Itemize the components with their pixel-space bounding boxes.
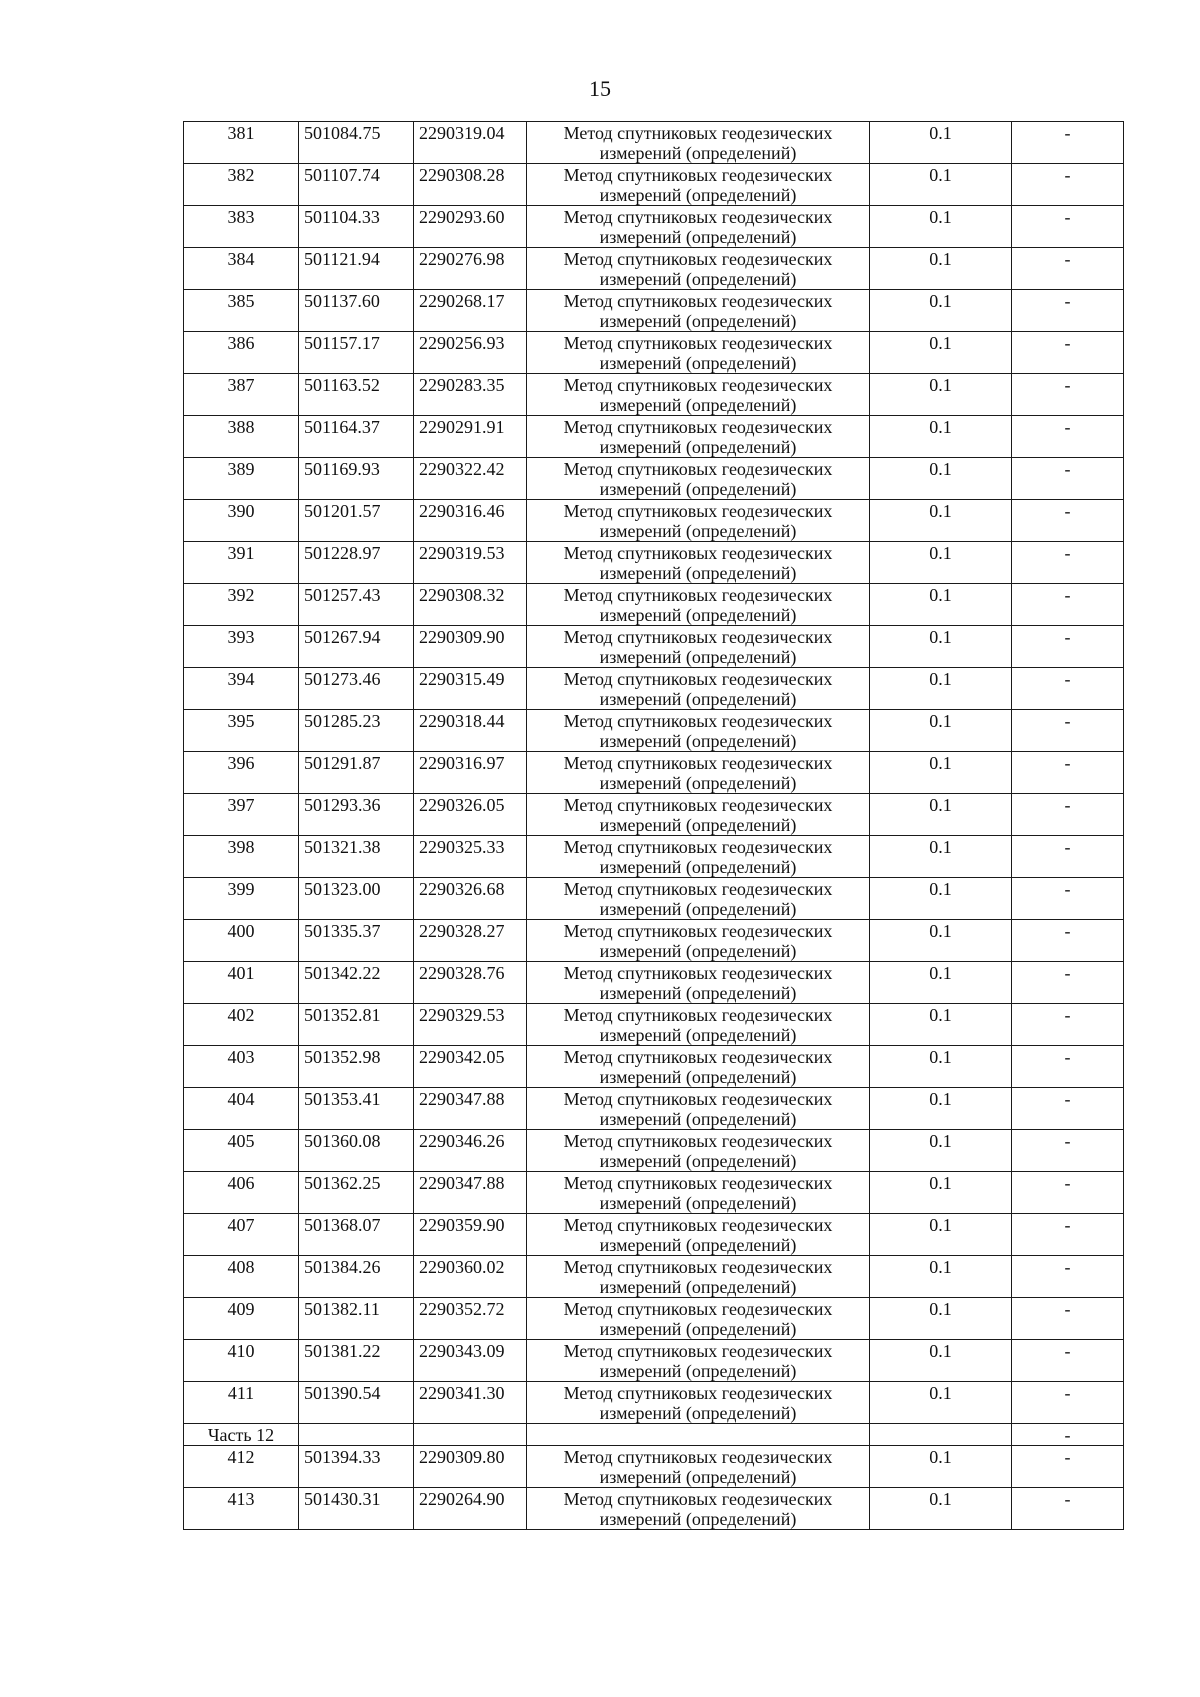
y-coordinate-cell: 2290347.88 (414, 1088, 527, 1130)
table-row (184, 122, 1124, 164)
x-coordinate-cell: 501169.93 (299, 458, 414, 500)
table-row (184, 710, 1124, 752)
point-number-cell: 408 (184, 1256, 299, 1298)
y-coordinate-cell: 2290325.33 (414, 836, 527, 878)
method-cell: Метод спутниковых геодезических измерений (определений) (527, 206, 870, 248)
description-cell: - (1012, 416, 1124, 458)
method-cell: Метод спутниковых геодезических измерений (определений) (527, 1088, 870, 1130)
description-cell: - (1012, 836, 1124, 878)
y-coordinate-cell: 2290318.44 (414, 710, 527, 752)
y-coordinate-cell: 2290346.26 (414, 1130, 527, 1172)
method-cell: Метод спутниковых геодезических измерений (определений) (527, 1446, 870, 1488)
table-row (184, 1488, 1124, 1530)
table-row (184, 794, 1124, 836)
table-row (184, 416, 1124, 458)
y-coordinate-cell: 2290268.17 (414, 290, 527, 332)
accuracy-cell: 0.1 (870, 332, 1012, 374)
method-cell: Метод спутниковых геодезических измерений (определений) (527, 878, 870, 920)
description-cell: - (1012, 164, 1124, 206)
accuracy-cell: 0.1 (870, 668, 1012, 710)
x-coordinate-cell: 501084.75 (299, 122, 414, 164)
y-coordinate-cell: 2290319.53 (414, 542, 527, 584)
description-cell: - (1012, 626, 1124, 668)
table-row (184, 1004, 1124, 1046)
table-row (184, 1088, 1124, 1130)
accuracy-cell: 0.1 (870, 1382, 1012, 1424)
method-cell: Метод спутниковых геодезических измерений (определений) (527, 416, 870, 458)
description-cell: - (1012, 584, 1124, 626)
description-cell: - (1012, 1172, 1124, 1214)
accuracy-cell: 0.1 (870, 752, 1012, 794)
coordinates-table-body (184, 122, 1124, 1530)
x-coordinate-cell: 501267.94 (299, 626, 414, 668)
y-coordinate-cell: 2290326.05 (414, 794, 527, 836)
y-coordinate-cell: 2290319.04 (414, 122, 527, 164)
accuracy-cell: 0.1 (870, 794, 1012, 836)
description-cell: - (1012, 1004, 1124, 1046)
y-coordinate-cell: 2290308.32 (414, 584, 527, 626)
x-coordinate-cell: 501201.57 (299, 500, 414, 542)
x-coordinate-cell: 501342.22 (299, 962, 414, 1004)
x-coordinate-cell: 501353.41 (299, 1088, 414, 1130)
table-row (184, 920, 1124, 962)
point-number-cell: 409 (184, 1298, 299, 1340)
x-coordinate-cell: 501335.37 (299, 920, 414, 962)
x-coordinate-cell: 501394.33 (299, 1446, 414, 1488)
point-number-cell: 393 (184, 626, 299, 668)
point-number-cell: 404 (184, 1088, 299, 1130)
y-coordinate-cell: 2290359.90 (414, 1214, 527, 1256)
x-coordinate-cell: 501228.97 (299, 542, 414, 584)
point-number-cell: 389 (184, 458, 299, 500)
y-coordinate-cell: 2290308.28 (414, 164, 527, 206)
description-cell: - (1012, 752, 1124, 794)
point-number-cell: 395 (184, 710, 299, 752)
method-cell: Метод спутниковых геодезических измерений (определений) (527, 290, 870, 332)
x-coordinate-cell: 501121.94 (299, 248, 414, 290)
description-cell: - (1012, 710, 1124, 752)
description-cell: - (1012, 1446, 1124, 1488)
description-cell: - (1012, 1214, 1124, 1256)
y-coordinate-cell: 2290316.97 (414, 752, 527, 794)
method-cell: Метод спутниковых геодезических измерений (определений) (527, 1214, 870, 1256)
description-cell: - (1012, 962, 1124, 1004)
method-cell: Метод спутниковых геодезических измерений (определений) (527, 458, 870, 500)
point-number-cell: 410 (184, 1340, 299, 1382)
y-coordinate-cell: 2290328.27 (414, 920, 527, 962)
description-cell: - (1012, 122, 1124, 164)
table-row (184, 1446, 1124, 1488)
table-row (184, 1256, 1124, 1298)
point-number-cell: 388 (184, 416, 299, 458)
x-coordinate-cell: 501293.36 (299, 794, 414, 836)
table-row (184, 962, 1124, 1004)
point-number-cell: 397 (184, 794, 299, 836)
y-coordinate-cell: 2290329.53 (414, 1004, 527, 1046)
table-row (184, 458, 1124, 500)
accuracy-cell: 0.1 (870, 1340, 1012, 1382)
y-coordinate-cell: 2290309.90 (414, 626, 527, 668)
point-number-cell: 391 (184, 542, 299, 584)
y-coordinate-cell: 2290291.91 (414, 416, 527, 458)
point-number-cell: 402 (184, 1004, 299, 1046)
description-cell: - (1012, 1046, 1124, 1088)
accuracy-cell: 0.1 (870, 1172, 1012, 1214)
table-row (184, 878, 1124, 920)
point-number-cell: 383 (184, 206, 299, 248)
method-cell: Метод спутниковых геодезических измерений (определений) (527, 1298, 870, 1340)
accuracy-cell: 0.1 (870, 290, 1012, 332)
table-row (184, 752, 1124, 794)
point-number-cell: 398 (184, 836, 299, 878)
accuracy-cell: 0.1 (870, 1004, 1012, 1046)
y-coordinate-cell: 2290343.09 (414, 1340, 527, 1382)
accuracy-cell: 0.1 (870, 584, 1012, 626)
y-coordinate-cell: 2290341.30 (414, 1382, 527, 1424)
accuracy-cell: 0.1 (870, 1046, 1012, 1088)
x-coordinate-cell: 501323.00 (299, 878, 414, 920)
accuracy-cell: 0.1 (870, 248, 1012, 290)
method-cell: Метод спутниковых геодезических измерений (определений) (527, 542, 870, 584)
y-coordinate-cell: 2290309.80 (414, 1446, 527, 1488)
accuracy-cell (870, 1424, 1012, 1446)
accuracy-cell: 0.1 (870, 1446, 1012, 1488)
description-cell: - (1012, 1298, 1124, 1340)
y-coordinate-cell: 2290264.90 (414, 1488, 527, 1530)
point-number-cell: 392 (184, 584, 299, 626)
x-coordinate-cell: 501257.43 (299, 584, 414, 626)
x-coordinate-cell: 501384.26 (299, 1256, 414, 1298)
method-cell: Метод спутниковых геодезических измерений (определений) (527, 836, 870, 878)
method-cell: Метод спутниковых геодезических измерений (определений) (527, 122, 870, 164)
x-coordinate-cell: 501137.60 (299, 290, 414, 332)
accuracy-cell: 0.1 (870, 416, 1012, 458)
method-cell (527, 1424, 870, 1446)
accuracy-cell: 0.1 (870, 1488, 1012, 1530)
table-row (184, 500, 1124, 542)
accuracy-cell: 0.1 (870, 122, 1012, 164)
y-coordinate-cell: 2290276.98 (414, 248, 527, 290)
method-cell: Метод спутниковых геодезических измерений (определений) (527, 752, 870, 794)
method-cell: Метод спутниковых геодезических измерений (определений) (527, 626, 870, 668)
description-cell: - (1012, 248, 1124, 290)
method-cell: Метод спутниковых геодезических измерений (определений) (527, 794, 870, 836)
description-cell: - (1012, 290, 1124, 332)
description-cell: - (1012, 668, 1124, 710)
method-cell: Метод спутниковых геодезических измерений (определений) (527, 1382, 870, 1424)
y-coordinate-cell: 2290342.05 (414, 1046, 527, 1088)
table-row (184, 668, 1124, 710)
y-coordinate-cell: 2290326.68 (414, 878, 527, 920)
method-cell: Метод спутниковых геодезических измерений (определений) (527, 710, 870, 752)
table-row (184, 290, 1124, 332)
table-row (184, 1382, 1124, 1424)
point-number-cell: 384 (184, 248, 299, 290)
x-coordinate-cell: 501163.52 (299, 374, 414, 416)
x-coordinate-cell: 501273.46 (299, 668, 414, 710)
point-number-cell: 382 (184, 164, 299, 206)
x-coordinate-cell: 501382.11 (299, 1298, 414, 1340)
table-row (184, 1214, 1124, 1256)
x-coordinate-cell: 501352.98 (299, 1046, 414, 1088)
method-cell: Метод спутниковых геодезических измерений (определений) (527, 1172, 870, 1214)
description-cell: - (1012, 500, 1124, 542)
y-coordinate-cell: 2290322.42 (414, 458, 527, 500)
description-cell: - (1012, 1088, 1124, 1130)
point-number-cell: 405 (184, 1130, 299, 1172)
accuracy-cell: 0.1 (870, 374, 1012, 416)
point-number-cell: 386 (184, 332, 299, 374)
method-cell: Метод спутниковых геодезических измерений (определений) (527, 1340, 870, 1382)
accuracy-cell: 0.1 (870, 542, 1012, 584)
table-row (184, 584, 1124, 626)
accuracy-cell: 0.1 (870, 1214, 1012, 1256)
point-number-cell: 412 (184, 1446, 299, 1488)
x-coordinate-cell: 501430.31 (299, 1488, 414, 1530)
x-coordinate-cell: 501157.17 (299, 332, 414, 374)
method-cell: Метод спутниковых геодезических измерений (определений) (527, 332, 870, 374)
accuracy-cell: 0.1 (870, 1256, 1012, 1298)
point-number-cell: 403 (184, 1046, 299, 1088)
accuracy-cell: 0.1 (870, 1130, 1012, 1172)
table-row (184, 248, 1124, 290)
table-row (184, 1340, 1124, 1382)
method-cell: Метод спутниковых геодезических измерений (определений) (527, 1046, 870, 1088)
method-cell: Метод спутниковых геодезических измерений (определений) (527, 500, 870, 542)
point-number-cell: 407 (184, 1214, 299, 1256)
accuracy-cell: 0.1 (870, 962, 1012, 1004)
y-coordinate-cell: 2290256.93 (414, 332, 527, 374)
point-number-cell: 390 (184, 500, 299, 542)
table-row (184, 1046, 1124, 1088)
accuracy-cell: 0.1 (870, 920, 1012, 962)
description-cell: - (1012, 1130, 1124, 1172)
method-cell: Метод спутниковых геодезических измерений (определений) (527, 668, 870, 710)
description-cell: - (1012, 1424, 1124, 1446)
accuracy-cell: 0.1 (870, 500, 1012, 542)
description-cell: - (1012, 458, 1124, 500)
accuracy-cell: 0.1 (870, 710, 1012, 752)
x-coordinate-cell: 501107.74 (299, 164, 414, 206)
method-cell: Метод спутниковых геодезических измерений (определений) (527, 248, 870, 290)
accuracy-cell: 0.1 (870, 836, 1012, 878)
description-cell: - (1012, 1340, 1124, 1382)
point-number-cell: 387 (184, 374, 299, 416)
method-cell: Метод спутниковых геодезических измерений (определений) (527, 920, 870, 962)
y-coordinate-cell (414, 1424, 527, 1446)
x-coordinate-cell: 501164.37 (299, 416, 414, 458)
description-cell: - (1012, 1488, 1124, 1530)
point-number-cell: Часть 12 (184, 1424, 299, 1446)
point-number-cell: 396 (184, 752, 299, 794)
y-coordinate-cell: 2290347.88 (414, 1172, 527, 1214)
description-cell: - (1012, 332, 1124, 374)
page-number: 15 (589, 76, 611, 101)
point-number-cell: 406 (184, 1172, 299, 1214)
coordinates-table (183, 121, 1124, 1530)
accuracy-cell: 0.1 (870, 626, 1012, 668)
table-row (184, 626, 1124, 668)
section-row (184, 1424, 1124, 1446)
description-cell: - (1012, 1256, 1124, 1298)
accuracy-cell: 0.1 (870, 206, 1012, 248)
point-number-cell: 411 (184, 1382, 299, 1424)
x-coordinate-cell: 501352.81 (299, 1004, 414, 1046)
y-coordinate-cell: 2290283.35 (414, 374, 527, 416)
point-number-cell: 385 (184, 290, 299, 332)
description-cell: - (1012, 794, 1124, 836)
method-cell: Метод спутниковых геодезических измерений (определений) (527, 962, 870, 1004)
x-coordinate-cell (299, 1424, 414, 1446)
x-coordinate-cell: 501285.23 (299, 710, 414, 752)
x-coordinate-cell: 501321.38 (299, 836, 414, 878)
description-cell: - (1012, 374, 1124, 416)
description-cell: - (1012, 542, 1124, 584)
x-coordinate-cell: 501381.22 (299, 1340, 414, 1382)
description-cell: - (1012, 920, 1124, 962)
point-number-cell: 394 (184, 668, 299, 710)
x-coordinate-cell: 501368.07 (299, 1214, 414, 1256)
description-cell: - (1012, 878, 1124, 920)
accuracy-cell: 0.1 (870, 878, 1012, 920)
x-coordinate-cell: 501360.08 (299, 1130, 414, 1172)
table-row (184, 164, 1124, 206)
method-cell: Метод спутниковых геодезических измерений (определений) (527, 1488, 870, 1530)
table-row (184, 1298, 1124, 1340)
point-number-cell: 413 (184, 1488, 299, 1530)
y-coordinate-cell: 2290315.49 (414, 668, 527, 710)
method-cell: Метод спутниковых геодезических измерений (определений) (527, 1256, 870, 1298)
y-coordinate-cell: 2290328.76 (414, 962, 527, 1004)
table-row (184, 332, 1124, 374)
x-coordinate-cell: 501362.25 (299, 1172, 414, 1214)
point-number-cell: 401 (184, 962, 299, 1004)
y-coordinate-cell: 2290316.46 (414, 500, 527, 542)
table-row (184, 1172, 1124, 1214)
method-cell: Метод спутниковых геодезических измерений (определений) (527, 584, 870, 626)
accuracy-cell: 0.1 (870, 1088, 1012, 1130)
method-cell: Метод спутниковых геодезических измерений (определений) (527, 374, 870, 416)
table-row (184, 542, 1124, 584)
x-coordinate-cell: 501390.54 (299, 1382, 414, 1424)
accuracy-cell: 0.1 (870, 1298, 1012, 1340)
description-cell: - (1012, 206, 1124, 248)
method-cell: Метод спутниковых геодезических измерений (определений) (527, 1130, 870, 1172)
table-row (184, 1130, 1124, 1172)
point-number-cell: 400 (184, 920, 299, 962)
table-row (184, 374, 1124, 416)
accuracy-cell: 0.1 (870, 458, 1012, 500)
table-row (184, 836, 1124, 878)
x-coordinate-cell: 501291.87 (299, 752, 414, 794)
method-cell: Метод спутниковых геодезических измерений (определений) (527, 1004, 870, 1046)
x-coordinate-cell: 501104.33 (299, 206, 414, 248)
point-number-cell: 381 (184, 122, 299, 164)
y-coordinate-cell: 2290360.02 (414, 1256, 527, 1298)
y-coordinate-cell: 2290293.60 (414, 206, 527, 248)
accuracy-cell: 0.1 (870, 164, 1012, 206)
table-row (184, 206, 1124, 248)
point-number-cell: 399 (184, 878, 299, 920)
method-cell: Метод спутниковых геодезических измерений (определений) (527, 164, 870, 206)
y-coordinate-cell: 2290352.72 (414, 1298, 527, 1340)
description-cell: - (1012, 1382, 1124, 1424)
